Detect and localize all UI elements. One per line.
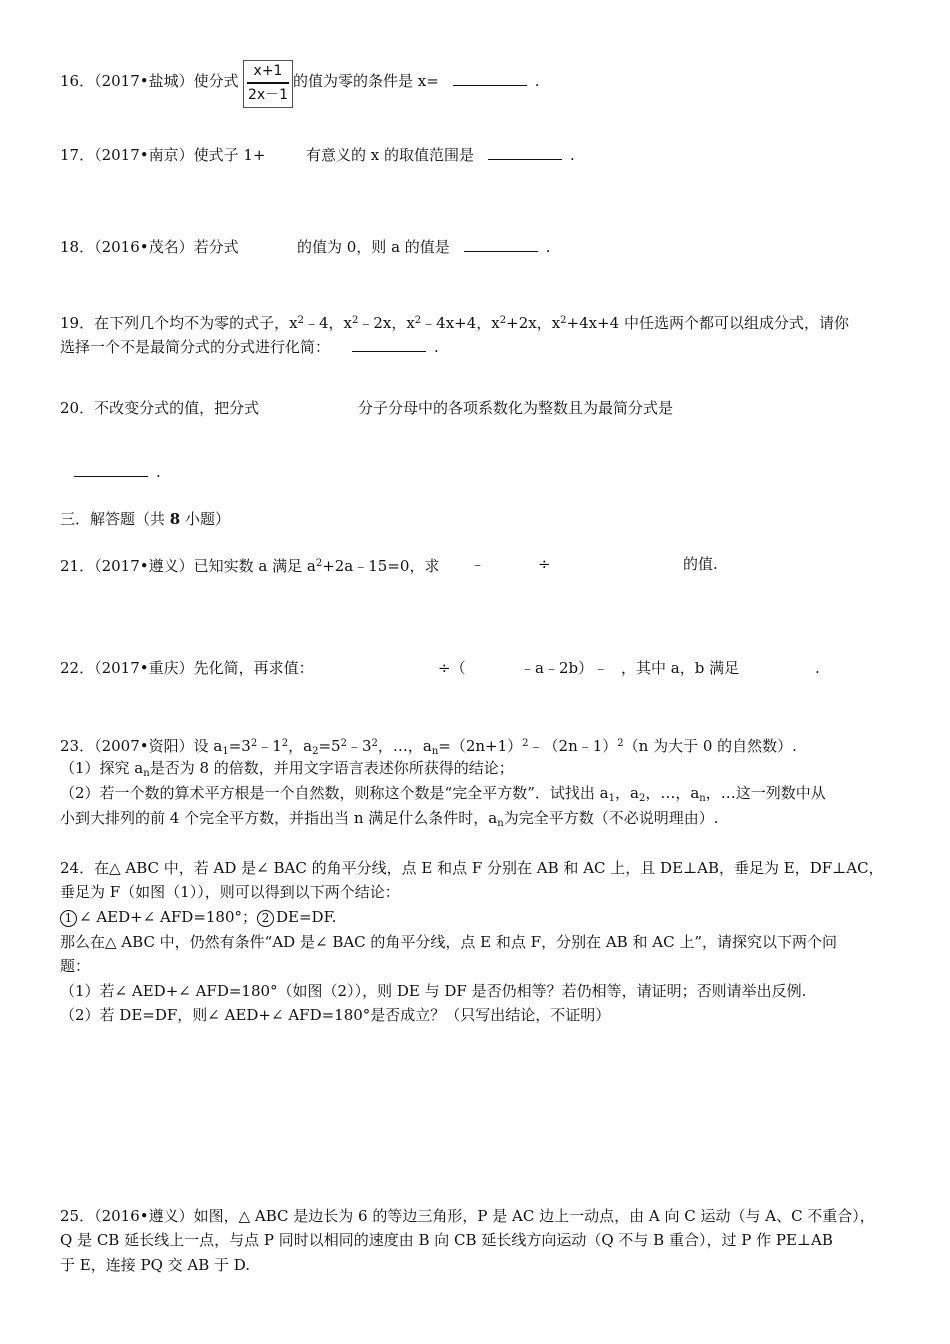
question-23-line-2	[60, 757, 514, 785]
q19-answer-blank[interactable]	[352, 337, 426, 352]
q23-sup: 2	[340, 738, 347, 749]
question-24-line-1: 24．在△ ABC 中，若 AD 是∠ BAC 的角平分线，点 E 和点 F 分别在 AB 和 AC 上，且 DE⊥AB，垂足为 E，DF⊥AC，	[60, 859, 884, 877]
q16-suffix-line	[293, 70, 540, 92]
q17-suffix: 有意义的 x 的取值范围是	[306, 146, 474, 164]
q23-sub: n	[143, 768, 150, 779]
question-20	[60, 397, 259, 419]
q23-l1-f: ﹣3	[346, 737, 372, 755]
q19-text-c: ﹣2x，x	[358, 314, 415, 332]
q16-fraction-numerator: x+1	[247, 61, 289, 84]
q23-sub: 1	[608, 793, 615, 804]
q23-sup: 2	[250, 738, 258, 749]
q23-l1-a: 23．（2007•资阳）设 a	[60, 737, 223, 755]
question-25-line-1: 25．（2016•遵义）如图，△ ABC 是边长为 6 的等边三角形，P 是 AC 边上一动点，由 A 向 C 运动（与 A、C 不重合），	[60, 1207, 875, 1225]
question-19-line-1	[60, 310, 849, 334]
q19-line2-text: 选择一个不是最简分式的分式进行化简：	[60, 338, 331, 356]
conclusion-2-text: DE=DF.	[276, 908, 337, 926]
q16-fraction	[243, 60, 293, 108]
q23-sub: 2	[312, 746, 319, 757]
question-25-line-3: 于 E，连接 PQ 交 AB 于 D.	[60, 1256, 251, 1274]
question-24-part-1: （1）若∠ AED+∠ AFD=180°（如图（2）），则 DE 与 DF 是否仍相等？若仍相等，请证明；否则请举出反例.	[60, 982, 807, 1000]
q19-sup: 2	[351, 315, 359, 326]
question-16	[60, 70, 239, 92]
q23-l1-h: =（2n+1）	[438, 737, 523, 755]
q19-sup: 2	[560, 315, 567, 326]
q18-end: .	[545, 238, 551, 256]
q22-div-open: ÷（	[438, 659, 466, 677]
q23-l1-i: ﹣（2n﹣1）	[528, 737, 618, 755]
q17-answer-blank[interactable]	[488, 145, 562, 160]
conclusion-2-marker: 2	[257, 910, 274, 927]
q23-l2-b: 是否为 8 的倍数，并用文字语言表述你所获得的结论；	[149, 759, 514, 777]
section-heading-count: 8	[169, 510, 181, 528]
q20-answer-line	[60, 461, 161, 483]
q23-l4-a: 小到大排列的前 4 个完全平方数，并指出当 n 满足什么条件时，a	[60, 809, 498, 827]
q20-answer-blank[interactable]	[74, 462, 148, 477]
q20-suffix-line	[358, 397, 673, 419]
q17-suffix-line	[306, 144, 575, 166]
q18-suffix-line	[297, 236, 551, 258]
section-heading	[60, 508, 230, 530]
q22-prefix: 22．（2017•重庆）先化简，再求值：	[60, 659, 314, 677]
q16-end: .	[534, 72, 540, 90]
q19-text-f: +4x+4 中任选两个都可以组成分式，请你	[566, 314, 849, 332]
q23-sup: 2	[281, 738, 289, 749]
question-24-line-5: 题：	[60, 957, 91, 975]
q21-suffix: 的值.	[683, 555, 718, 573]
q19-sup: 2	[499, 315, 507, 326]
q23-sub: n	[431, 746, 439, 757]
q23-l3-a: （2）若一个数的算术平方根是一个自然数，则称这个数是“完全平方数”．试找出 a	[60, 784, 609, 802]
q20-suffix: 分子分母中的各项系数化为整数且为最简分式是	[358, 399, 674, 417]
conclusion-1-marker: 1	[60, 910, 77, 927]
q23-sub: 2	[638, 793, 646, 804]
q17-end: .	[570, 146, 575, 164]
q23-l1-g: ，…，a	[377, 737, 432, 755]
q20-prefix: 20．不改变分式的值，把分式	[60, 399, 260, 417]
q17-prefix: 17．（2017•南京）使式子 1+	[60, 146, 266, 164]
q23-sub: n	[497, 818, 504, 829]
q19-text-e: +2x，x	[506, 314, 561, 332]
question-21	[60, 553, 439, 577]
q23-l3-c: ，…，a	[645, 784, 700, 802]
q18-suffix: 的值为 0，则 a 的值是	[297, 238, 450, 256]
q22-middle: ﹣a﹣2b）﹣	[520, 659, 609, 677]
q16-fraction-denominator: 2x－1	[247, 87, 289, 103]
q23-l1-c: ﹣1	[257, 737, 282, 755]
question-18	[60, 236, 239, 258]
question-24-line-2: 垂足为 F（如图（1）），则可以得到以下两个结论：	[60, 883, 400, 901]
q23-l3-d: ，…这一列数中从	[705, 784, 826, 802]
q18-answer-blank[interactable]	[464, 237, 538, 252]
q19-sup: 2	[297, 315, 304, 326]
question-17	[60, 144, 266, 166]
question-24-line-4: 那么在△ ABC 中，仍然有条件“AD 是∠ BAC 的角平分线，点 E 和点 F，分别在 AB 和 AC 上”，请探究以下两个问	[60, 933, 837, 951]
q19-sup: 2	[414, 315, 422, 326]
q23-l3-b: ，a	[614, 784, 639, 802]
q23-l1-e: =5	[318, 737, 341, 755]
q23-sup: 2	[371, 738, 378, 749]
question-19-line-2	[60, 336, 439, 358]
q21-minus: ﹣	[470, 555, 486, 573]
q23-sub: 1	[222, 746, 229, 757]
q20-end: .	[156, 463, 161, 481]
q21-div: ÷	[538, 555, 551, 573]
q16-prefix: 16．（2017•盐城）使分式	[60, 72, 239, 90]
question-23-line-3	[60, 782, 826, 810]
q21-prefix: 21．（2017•遵义）已知实数 a 满足 a	[60, 557, 316, 575]
q22-suffix: ，其中 a，b 满足	[621, 659, 740, 677]
q23-l2-a: （1）探究 a	[60, 759, 144, 777]
q16-suffix: 的值为零的条件是 x=	[293, 72, 439, 90]
conclusion-1-text: ∠ AED+∠ AFD=180°；	[79, 908, 258, 926]
q19-end: .	[434, 338, 439, 356]
q23-l1-b: =3	[228, 737, 251, 755]
question-22	[60, 657, 314, 679]
q23-sup: 2	[617, 738, 624, 749]
question-23-line-4	[60, 807, 718, 835]
q16-answer-blank[interactable]	[453, 71, 527, 86]
q21-middle: +2a﹣15=0，求	[322, 557, 440, 575]
section-heading-prefix: 三．解答题（共	[60, 510, 166, 528]
question-24-part-2: （2）若 DE=DF，则∠ AED+∠ AFD=180°是否成立？（只写出结论，不证明）	[60, 1006, 611, 1024]
section-heading-suffix: 小题）	[185, 510, 231, 528]
q19-text-a: 19．在下列几个均不为零的式子，x	[60, 314, 298, 332]
q23-sup: 2	[522, 738, 529, 749]
q21-sup: 2	[315, 558, 323, 569]
q19-text-b: ﹣4，x	[303, 314, 352, 332]
q23-l1-d: ，a	[288, 737, 313, 755]
q23-l4-b: 为完全平方数（不必说明理由）.	[503, 809, 719, 827]
q18-prefix: 18．（2016•茂名）若分式	[60, 238, 239, 256]
question-24-conclusions	[60, 906, 336, 928]
q23-l1-j: （n 为大于 0 的自然数）.	[623, 737, 797, 755]
question-25-line-2: Q 是 CB 延长线上一点，与点 P 同时以相同的速度由 B 向 CB 延长线方向运动（Q 不与 B 重合），过 P 作 PE⊥AB	[60, 1231, 833, 1249]
q22-end: .	[815, 659, 820, 677]
q23-sub: n	[699, 793, 706, 804]
q19-text-d: ﹣4x+4，x	[421, 314, 500, 332]
